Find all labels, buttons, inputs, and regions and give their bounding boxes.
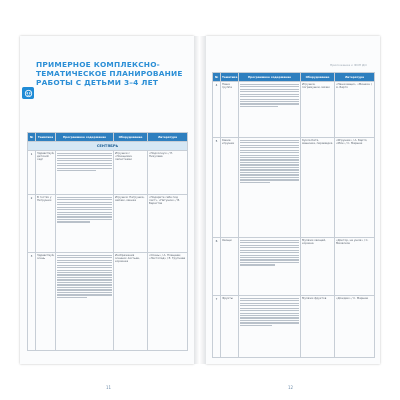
row-topic: Какие игрушки bbox=[221, 138, 239, 238]
header-note: Приложение к ФОП ДО bbox=[330, 63, 367, 67]
col-content: Программное содержание bbox=[239, 73, 301, 82]
page-number-left: 11 bbox=[106, 385, 112, 390]
row-literature: «Осень» / А. Плещеев; «Листопад» / Е. Трутнева bbox=[148, 253, 188, 351]
row-num: 2 bbox=[28, 195, 36, 253]
row-literature: «Подсолнух» / Н. Пикулева bbox=[148, 151, 188, 195]
table-row bbox=[28, 253, 188, 351]
row-literature: «Наши вещи», «Мишка» / А. Барто bbox=[335, 82, 375, 138]
col-topic: Тематика bbox=[36, 133, 56, 142]
row-equipment: Игрушки: Петрушка, зайчик, мишка bbox=[114, 195, 148, 253]
col-equipment: Оборудование bbox=[114, 133, 148, 142]
row-content bbox=[56, 195, 114, 253]
row-topic: Здравствуй, детский сад! bbox=[36, 151, 56, 195]
row-content bbox=[239, 296, 301, 358]
col-literature: Литература bbox=[335, 73, 375, 82]
title-line-3: РАБОТЫ С ДЕТЬМИ 3–4 ЛЕТ bbox=[36, 78, 159, 87]
row-equipment: Игрушки с «Поющими» лепестками bbox=[114, 151, 148, 195]
row-equipment: Муляжи фруктов bbox=[301, 296, 335, 358]
col-equipment: Оборудование bbox=[301, 73, 335, 82]
table-row bbox=[213, 82, 375, 138]
col-num: № bbox=[213, 73, 221, 82]
row-num: 1 bbox=[28, 151, 36, 195]
page-title bbox=[36, 60, 196, 87]
row-literature: «Дождик» / С. Маршак bbox=[335, 296, 375, 358]
row-equipment: Муляжи овощей, корзина bbox=[301, 238, 335, 296]
row-equipment: Изображения осенних листьев, корзинка bbox=[114, 253, 148, 351]
row-literature: «Подарите себе под лист», «Петушок» / В. Берестов bbox=[148, 195, 188, 253]
row-equipment: Игрушки, погремушки, мячик bbox=[301, 82, 335, 138]
page-number-right: 12 bbox=[288, 385, 294, 390]
title-line-2: ТЕМАТИЧЕСКОЕ ПЛАНИРОВАНИЕ bbox=[36, 69, 183, 78]
row-num: 4 bbox=[213, 82, 221, 138]
row-literature: «Доктор, не ушла» / С. Михалков bbox=[335, 238, 375, 296]
table-row bbox=[213, 238, 375, 296]
title-line-1: ПРИМЕРНОЕ КОМПЛЕКСНО- bbox=[36, 60, 160, 69]
row-topic: Здравствуй, осень bbox=[36, 253, 56, 351]
row-content bbox=[239, 82, 301, 138]
table-row bbox=[213, 296, 375, 358]
row-content bbox=[239, 138, 301, 238]
children-icon bbox=[24, 89, 33, 98]
row-num: 5 bbox=[213, 138, 221, 238]
row-num: 3 bbox=[28, 253, 36, 351]
row-content bbox=[56, 253, 114, 351]
col-num: № bbox=[28, 133, 36, 142]
row-topic: Овощи bbox=[221, 238, 239, 296]
row-literature: «Игрушки» / А. Барто; «Мяч» / С. Маршак bbox=[335, 138, 375, 238]
row-content bbox=[56, 151, 114, 195]
section-icon bbox=[22, 87, 34, 99]
col-literature: Литература bbox=[148, 133, 188, 142]
col-topic: Тематика bbox=[221, 73, 239, 82]
month-label: СЕНТЯБРЬ bbox=[28, 142, 188, 151]
row-num: 7 bbox=[213, 296, 221, 358]
plan-table-right bbox=[212, 72, 375, 358]
row-equipment: Кукла Катя, машинка, пирамидка bbox=[301, 138, 335, 238]
table-row bbox=[28, 195, 188, 253]
plan-table-left bbox=[27, 132, 188, 351]
table-row bbox=[28, 151, 188, 195]
col-content: Программное содержание bbox=[56, 133, 114, 142]
row-topic: Фрукты bbox=[221, 296, 239, 358]
row-num: 6 bbox=[213, 238, 221, 296]
row-topic: Наша группа bbox=[221, 82, 239, 138]
row-topic: В гостях у Петрушки bbox=[36, 195, 56, 253]
table-row bbox=[213, 138, 375, 238]
row-content bbox=[239, 238, 301, 296]
